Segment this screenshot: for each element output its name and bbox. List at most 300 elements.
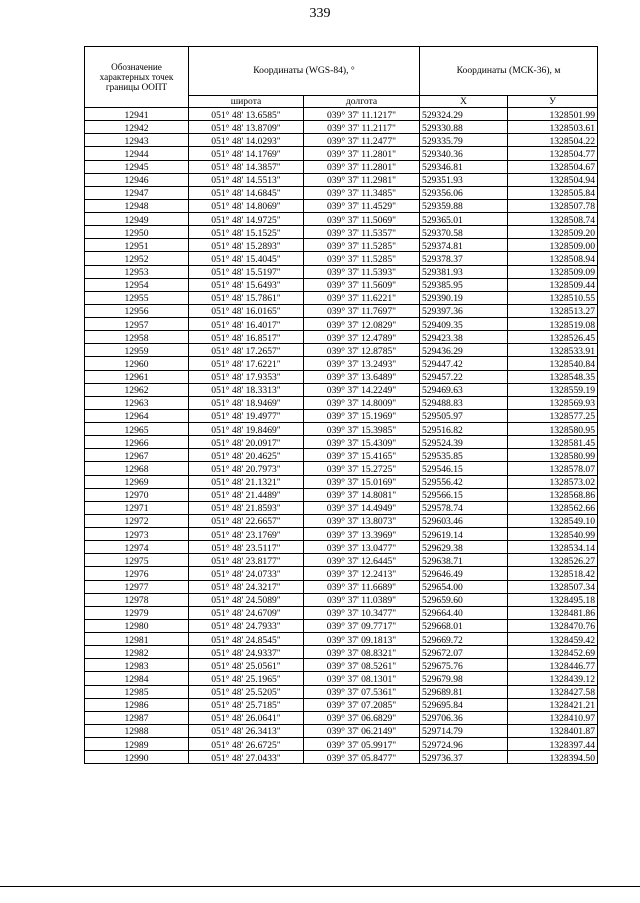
cell-longitude: 039° 37' 14.4949": [304, 501, 420, 514]
header-wgs84-group: Координаты (WGS-84), °: [189, 47, 420, 96]
cell-point-id: 12976: [85, 567, 189, 580]
cell-longitude: 039° 37' 11.2801": [304, 160, 420, 173]
cell-latitude: 051° 48' 19.4977": [189, 409, 304, 422]
cell-longitude: 039° 37' 13.2493": [304, 357, 420, 370]
cell-latitude: 051° 48' 26.0641": [189, 711, 304, 724]
cell-latitude: 051° 48' 26.6725": [189, 738, 304, 751]
cell-point-id: 12945: [85, 160, 189, 173]
table-row: [85, 685, 598, 698]
cell-y: 1328509.00: [508, 239, 598, 252]
cell-longitude: 039° 37' 11.5285": [304, 252, 420, 265]
cell-latitude: 051° 48' 23.8177": [189, 554, 304, 567]
cell-point-id: 12967: [85, 449, 189, 462]
table-row: [85, 646, 598, 659]
cell-longitude: 039° 37' 11.5285": [304, 239, 420, 252]
header-latitude: широта: [189, 96, 304, 108]
cell-y: 1328509.44: [508, 278, 598, 291]
cell-latitude: 051° 48' 15.4045": [189, 252, 304, 265]
cell-x: 529397.36: [420, 304, 508, 317]
table-row: [85, 724, 598, 737]
cell-y: 1328569.93: [508, 396, 598, 409]
cell-x: 529524.39: [420, 436, 508, 449]
table-row: [85, 252, 598, 265]
cell-latitude: 051° 48' 19.8469": [189, 423, 304, 436]
cell-latitude: 051° 48' 13.6585": [189, 108, 304, 121]
cell-latitude: 051° 48' 26.3413": [189, 724, 304, 737]
cell-longitude: 039° 37' 11.2981": [304, 173, 420, 186]
cell-latitude: 051° 48' 14.8069": [189, 199, 304, 212]
cell-y: 1328459.42: [508, 633, 598, 646]
cell-y: 1328568.86: [508, 488, 598, 501]
cell-longitude: 039° 37' 14.2249": [304, 383, 420, 396]
cell-latitude: 051° 48' 24.3217": [189, 580, 304, 593]
cell-y: 1328518.42: [508, 567, 598, 580]
table-row: [85, 383, 598, 396]
cell-latitude: 051° 48' 18.3313": [189, 383, 304, 396]
cell-longitude: 039° 37' 14.8009": [304, 396, 420, 409]
table-row: [85, 514, 598, 527]
header-x: X: [420, 96, 508, 108]
cell-longitude: 039° 37' 13.0477": [304, 541, 420, 554]
table-row: [85, 436, 598, 449]
header-y: У: [508, 96, 598, 108]
cell-point-id: 12972: [85, 514, 189, 527]
cell-longitude: 039° 37' 12.6445": [304, 554, 420, 567]
cell-x: 529668.01: [420, 619, 508, 632]
cell-x: 529356.06: [420, 186, 508, 199]
page-bottom-rule: [0, 886, 640, 887]
cell-point-id: 12956: [85, 304, 189, 317]
cell-point-id: 12955: [85, 291, 189, 304]
cell-point-id: 12942: [85, 121, 189, 134]
cell-latitude: 051° 48' 15.1525": [189, 226, 304, 239]
cell-y: 1328559.19: [508, 383, 598, 396]
cell-x: 529516.82: [420, 423, 508, 436]
cell-y: 1328452.69: [508, 646, 598, 659]
cell-point-id: 12961: [85, 370, 189, 383]
cell-x: 529335.79: [420, 134, 508, 147]
cell-point-id: 12980: [85, 619, 189, 632]
cell-y: 1328510.55: [508, 291, 598, 304]
cell-latitude: 051° 48' 14.1769": [189, 147, 304, 160]
cell-y: 1328501.99: [508, 108, 598, 121]
cell-y: 1328526.27: [508, 554, 598, 567]
cell-longitude: 039° 37' 07.5361": [304, 685, 420, 698]
cell-y: 1328439.12: [508, 672, 598, 685]
cell-longitude: 039° 37' 11.0389": [304, 593, 420, 606]
cell-x: 529695.84: [420, 698, 508, 711]
cell-x: 529669.72: [420, 633, 508, 646]
cell-x: 529654.00: [420, 580, 508, 593]
table-row: [85, 226, 598, 239]
cell-y: 1328548.35: [508, 370, 598, 383]
table-row: [85, 475, 598, 488]
cell-point-id: 12963: [85, 396, 189, 409]
table-row: [85, 134, 598, 147]
cell-x: 529346.81: [420, 160, 508, 173]
cell-x: 529469.63: [420, 383, 508, 396]
cell-latitude: 051° 48' 14.6845": [189, 186, 304, 199]
cell-longitude: 039° 37' 11.5609": [304, 278, 420, 291]
cell-point-id: 12975: [85, 554, 189, 567]
cell-y: 1328573.02: [508, 475, 598, 488]
cell-y: 1328581.45: [508, 436, 598, 449]
cell-point-id: 12974: [85, 541, 189, 554]
cell-x: 529556.42: [420, 475, 508, 488]
cell-latitude: 051° 48' 24.9337": [189, 646, 304, 659]
cell-longitude: 039° 37' 12.4789": [304, 331, 420, 344]
cell-longitude: 039° 37' 09.1813": [304, 633, 420, 646]
cell-point-id: 12943: [85, 134, 189, 147]
cell-point-id: 12952: [85, 252, 189, 265]
header-msk36-group: Координаты (МСК-36), м: [420, 47, 598, 96]
table-row: [85, 409, 598, 422]
cell-x: 529689.81: [420, 685, 508, 698]
cell-x: 529457.22: [420, 370, 508, 383]
cell-x: 529675.76: [420, 659, 508, 672]
cell-x: 529488.83: [420, 396, 508, 409]
cell-y: 1328513.27: [508, 304, 598, 317]
cell-point-id: 12954: [85, 278, 189, 291]
cell-y: 1328508.94: [508, 252, 598, 265]
cell-longitude: 039° 37' 15.1969": [304, 409, 420, 422]
cell-latitude: 051° 48' 18.9469": [189, 396, 304, 409]
table-row: [85, 291, 598, 304]
cell-latitude: 051° 48' 24.0733": [189, 567, 304, 580]
page-number: 339: [309, 6, 331, 21]
cell-x: 529409.35: [420, 318, 508, 331]
cell-x: 529546.15: [420, 462, 508, 475]
cell-point-id: 12965: [85, 423, 189, 436]
cell-longitude: 039° 37' 14.8081": [304, 488, 420, 501]
cell-y: 1328503.61: [508, 121, 598, 134]
cell-longitude: 039° 37' 10.3477": [304, 606, 420, 619]
cell-x: 529423.38: [420, 331, 508, 344]
cell-x: 529679.98: [420, 672, 508, 685]
cell-longitude: 039° 37' 11.6221": [304, 291, 420, 304]
cell-x: 529324.29: [420, 108, 508, 121]
cell-y: 1328421.21: [508, 698, 598, 711]
cell-latitude: 051° 48' 20.7973": [189, 462, 304, 475]
cell-latitude: 051° 48' 22.6657": [189, 514, 304, 527]
cell-x: 529381.93: [420, 265, 508, 278]
cell-point-id: 12966: [85, 436, 189, 449]
cell-point-id: 12964: [85, 409, 189, 422]
cell-x: 529359.88: [420, 199, 508, 212]
cell-longitude: 039° 37' 11.2801": [304, 147, 420, 160]
cell-x: 529724.96: [420, 738, 508, 751]
cell-longitude: 039° 37' 08.5261": [304, 659, 420, 672]
table-row: [85, 396, 598, 409]
cell-longitude: 039° 37' 11.3485": [304, 186, 420, 199]
cell-point-id: 12986: [85, 698, 189, 711]
cell-point-id: 12989: [85, 738, 189, 751]
cell-x: 529672.07: [420, 646, 508, 659]
cell-point-id: 12987: [85, 711, 189, 724]
table-row: [85, 606, 598, 619]
cell-latitude: 051° 48' 15.7861": [189, 291, 304, 304]
cell-longitude: 039° 37' 08.8321": [304, 646, 420, 659]
cell-x: 529330.88: [420, 121, 508, 134]
cell-point-id: 12971: [85, 501, 189, 514]
table-row: [85, 698, 598, 711]
cell-point-id: 12950: [85, 226, 189, 239]
cell-y: 1328507.34: [508, 580, 598, 593]
cell-y: 1328540.84: [508, 357, 598, 370]
cell-point-id: 12977: [85, 580, 189, 593]
table-row: [85, 711, 598, 724]
table-row: [85, 619, 598, 632]
cell-point-id: 12970: [85, 488, 189, 501]
cell-x: 529378.37: [420, 252, 508, 265]
cell-longitude: 039° 37' 15.2725": [304, 462, 420, 475]
cell-longitude: 039° 37' 05.9917": [304, 738, 420, 751]
table-row: [85, 213, 598, 226]
cell-x: 529505.97: [420, 409, 508, 422]
table-row: [85, 528, 598, 541]
cell-point-id: 12948: [85, 199, 189, 212]
table-row: [85, 672, 598, 685]
cell-y: 1328580.95: [508, 423, 598, 436]
cell-y: 1328562.66: [508, 501, 598, 514]
table-row: [85, 633, 598, 646]
cell-longitude: 039° 37' 11.2477": [304, 134, 420, 147]
cell-y: 1328578.07: [508, 462, 598, 475]
cell-longitude: 039° 37' 11.6689": [304, 580, 420, 593]
cell-y: 1328481.86: [508, 606, 598, 619]
cell-latitude: 051° 48' 15.6493": [189, 278, 304, 291]
cell-y: 1328394.50: [508, 751, 598, 764]
cell-latitude: 051° 48' 14.5513": [189, 173, 304, 186]
cell-point-id: 12984: [85, 672, 189, 685]
cell-latitude: 051° 48' 27.0433": [189, 751, 304, 764]
cell-y: 1328470.76: [508, 619, 598, 632]
cell-longitude: 039° 37' 11.5069": [304, 213, 420, 226]
cell-point-id: 12990: [85, 751, 189, 764]
table-row: [85, 580, 598, 593]
cell-latitude: 051° 48' 13.8709": [189, 121, 304, 134]
cell-point-id: 12949: [85, 213, 189, 226]
cell-longitude: 039° 37' 09.7717": [304, 619, 420, 632]
cell-point-id: 12947: [85, 186, 189, 199]
cell-y: 1328504.94: [508, 173, 598, 186]
cell-latitude: 051° 48' 17.6221": [189, 357, 304, 370]
cell-y: 1328504.22: [508, 134, 598, 147]
table-row: [85, 186, 598, 199]
cell-point-id: 12960: [85, 357, 189, 370]
cell-latitude: 051° 48' 16.0165": [189, 304, 304, 317]
cell-y: 1328577.25: [508, 409, 598, 422]
cell-y: 1328505.84: [508, 186, 598, 199]
table-row: [85, 344, 598, 357]
cell-point-id: 12958: [85, 331, 189, 344]
cell-y: 1328507.78: [508, 199, 598, 212]
cell-latitude: 051° 48' 14.3857": [189, 160, 304, 173]
cell-longitude: 039° 37' 11.2117": [304, 121, 420, 134]
cell-latitude: 051° 48' 23.1769": [189, 528, 304, 541]
cell-x: 529578.74: [420, 501, 508, 514]
table-row: [85, 593, 598, 606]
cell-y: 1328580.99: [508, 449, 598, 462]
cell-latitude: 051° 48' 15.5197": [189, 265, 304, 278]
table-body: [85, 108, 598, 764]
table-row: [85, 199, 598, 212]
cell-latitude: 051° 48' 14.0293": [189, 134, 304, 147]
cell-longitude: 039° 37' 15.0169": [304, 475, 420, 488]
cell-point-id: 12973: [85, 528, 189, 541]
cell-point-id: 12985: [85, 685, 189, 698]
cell-point-id: 12981: [85, 633, 189, 646]
table-row: [85, 501, 598, 514]
cell-y: 1328509.20: [508, 226, 598, 239]
cell-longitude: 039° 37' 07.2085": [304, 698, 420, 711]
cell-point-id: 12978: [85, 593, 189, 606]
cell-latitude: 051° 48' 14.9725": [189, 213, 304, 226]
table-row: [85, 541, 598, 554]
coordinates-table: [84, 46, 598, 764]
cell-latitude: 051° 48' 16.4017": [189, 318, 304, 331]
cell-longitude: 039° 37' 11.5393": [304, 265, 420, 278]
table-row: [85, 318, 598, 331]
cell-latitude: 051° 48' 21.8593": [189, 501, 304, 514]
cell-point-id: 12979: [85, 606, 189, 619]
cell-x: 529706.36: [420, 711, 508, 724]
cell-point-id: 12988: [85, 724, 189, 737]
cell-longitude: 039° 37' 05.8477": [304, 751, 420, 764]
cell-point-id: 12968: [85, 462, 189, 475]
cell-longitude: 039° 37' 13.3969": [304, 528, 420, 541]
cell-latitude: 051° 48' 21.1321": [189, 475, 304, 488]
cell-latitude: 051° 48' 24.7933": [189, 619, 304, 632]
table-row: [85, 121, 598, 134]
cell-x: 529535.85: [420, 449, 508, 462]
cell-x: 529351.93: [420, 173, 508, 186]
cell-point-id: 12969: [85, 475, 189, 488]
cell-y: 1328509.09: [508, 265, 598, 278]
cell-longitude: 039° 37' 13.6489": [304, 370, 420, 383]
cell-y: 1328410.97: [508, 711, 598, 724]
table-row: [85, 265, 598, 278]
cell-y: 1328495.18: [508, 593, 598, 606]
cell-x: 529340.36: [420, 147, 508, 160]
cell-latitude: 051° 48' 21.4489": [189, 488, 304, 501]
cell-point-id: 12957: [85, 318, 189, 331]
cell-latitude: 051° 48' 25.7185": [189, 698, 304, 711]
header-point-id: Обозначение характерных точек границы ООПТ: [85, 47, 189, 108]
cell-latitude: 051° 48' 25.1965": [189, 672, 304, 685]
table-row: [85, 659, 598, 672]
table-row: [85, 567, 598, 580]
cell-longitude: 039° 37' 11.5357": [304, 226, 420, 239]
cell-longitude: 039° 37' 11.4529": [304, 199, 420, 212]
cell-point-id: 12983: [85, 659, 189, 672]
cell-x: 529646.49: [420, 567, 508, 580]
cell-latitude: 051° 48' 20.4625": [189, 449, 304, 462]
table-row: [85, 173, 598, 186]
cell-y: 1328504.77: [508, 147, 598, 160]
cell-longitude: 039° 37' 12.2413": [304, 567, 420, 580]
cell-x: 529374.81: [420, 239, 508, 252]
cell-latitude: 051° 48' 25.0561": [189, 659, 304, 672]
cell-y: 1328427.58: [508, 685, 598, 698]
cell-x: 529566.15: [420, 488, 508, 501]
cell-latitude: 051° 48' 24.5089": [189, 593, 304, 606]
cell-y: 1328533.91: [508, 344, 598, 357]
table-header-row: [85, 47, 598, 96]
cell-point-id: 12951: [85, 239, 189, 252]
cell-point-id: 12959: [85, 344, 189, 357]
cell-x: 529365.01: [420, 213, 508, 226]
table-row: [85, 449, 598, 462]
cell-x: 529664.40: [420, 606, 508, 619]
cell-latitude: 051° 48' 24.8545": [189, 633, 304, 646]
cell-x: 529436.29: [420, 344, 508, 357]
cell-y: 1328397.44: [508, 738, 598, 751]
cell-x: 529619.14: [420, 528, 508, 541]
table-row: [85, 239, 598, 252]
cell-x: 529390.19: [420, 291, 508, 304]
cell-longitude: 039° 37' 13.8073": [304, 514, 420, 527]
table-row: [85, 278, 598, 291]
cell-x: 529638.71: [420, 554, 508, 567]
table-row: [85, 147, 598, 160]
table-row: [85, 108, 598, 121]
cell-y: 1328446.77: [508, 659, 598, 672]
cell-latitude: 051° 48' 23.5117": [189, 541, 304, 554]
cell-longitude: 039° 37' 11.7697": [304, 304, 420, 317]
table-row: [85, 331, 598, 344]
cell-y: 1328526.45: [508, 331, 598, 344]
cell-latitude: 051° 48' 17.2657": [189, 344, 304, 357]
cell-y: 1328534.14: [508, 541, 598, 554]
cell-longitude: 039° 37' 06.2149": [304, 724, 420, 737]
cell-x: 529714.79: [420, 724, 508, 737]
cell-x: 529447.42: [420, 357, 508, 370]
cell-longitude: 039° 37' 15.3985": [304, 423, 420, 436]
table-row: [85, 462, 598, 475]
cell-x: 529736.37: [420, 751, 508, 764]
cell-longitude: 039° 37' 11.1217": [304, 108, 420, 121]
table-row: [85, 304, 598, 317]
cell-y: 1328401.87: [508, 724, 598, 737]
cell-latitude: 051° 48' 20.0917": [189, 436, 304, 449]
cell-y: 1328504.67: [508, 160, 598, 173]
table-row: [85, 370, 598, 383]
cell-x: 529603.46: [420, 514, 508, 527]
cell-point-id: 12953: [85, 265, 189, 278]
table-row: [85, 423, 598, 436]
cell-longitude: 039° 37' 08.1301": [304, 672, 420, 685]
cell-longitude: 039° 37' 12.8785": [304, 344, 420, 357]
cell-y: 1328519.08: [508, 318, 598, 331]
cell-latitude: 051° 48' 25.5205": [189, 685, 304, 698]
table-row: [85, 357, 598, 370]
cell-x: 529370.58: [420, 226, 508, 239]
cell-y: 1328540.99: [508, 528, 598, 541]
table-row: [85, 488, 598, 501]
cell-y: 1328508.74: [508, 213, 598, 226]
cell-x: 529659.60: [420, 593, 508, 606]
cell-longitude: 039° 37' 15.4165": [304, 449, 420, 462]
cell-x: 529629.38: [420, 541, 508, 554]
header-longitude: долгота: [304, 96, 420, 108]
table-row: [85, 160, 598, 173]
cell-longitude: 039° 37' 06.6829": [304, 711, 420, 724]
table-row: [85, 738, 598, 751]
cell-point-id: 12962: [85, 383, 189, 396]
cell-longitude: 039° 37' 12.0829": [304, 318, 420, 331]
cell-latitude: 051° 48' 16.8517": [189, 331, 304, 344]
